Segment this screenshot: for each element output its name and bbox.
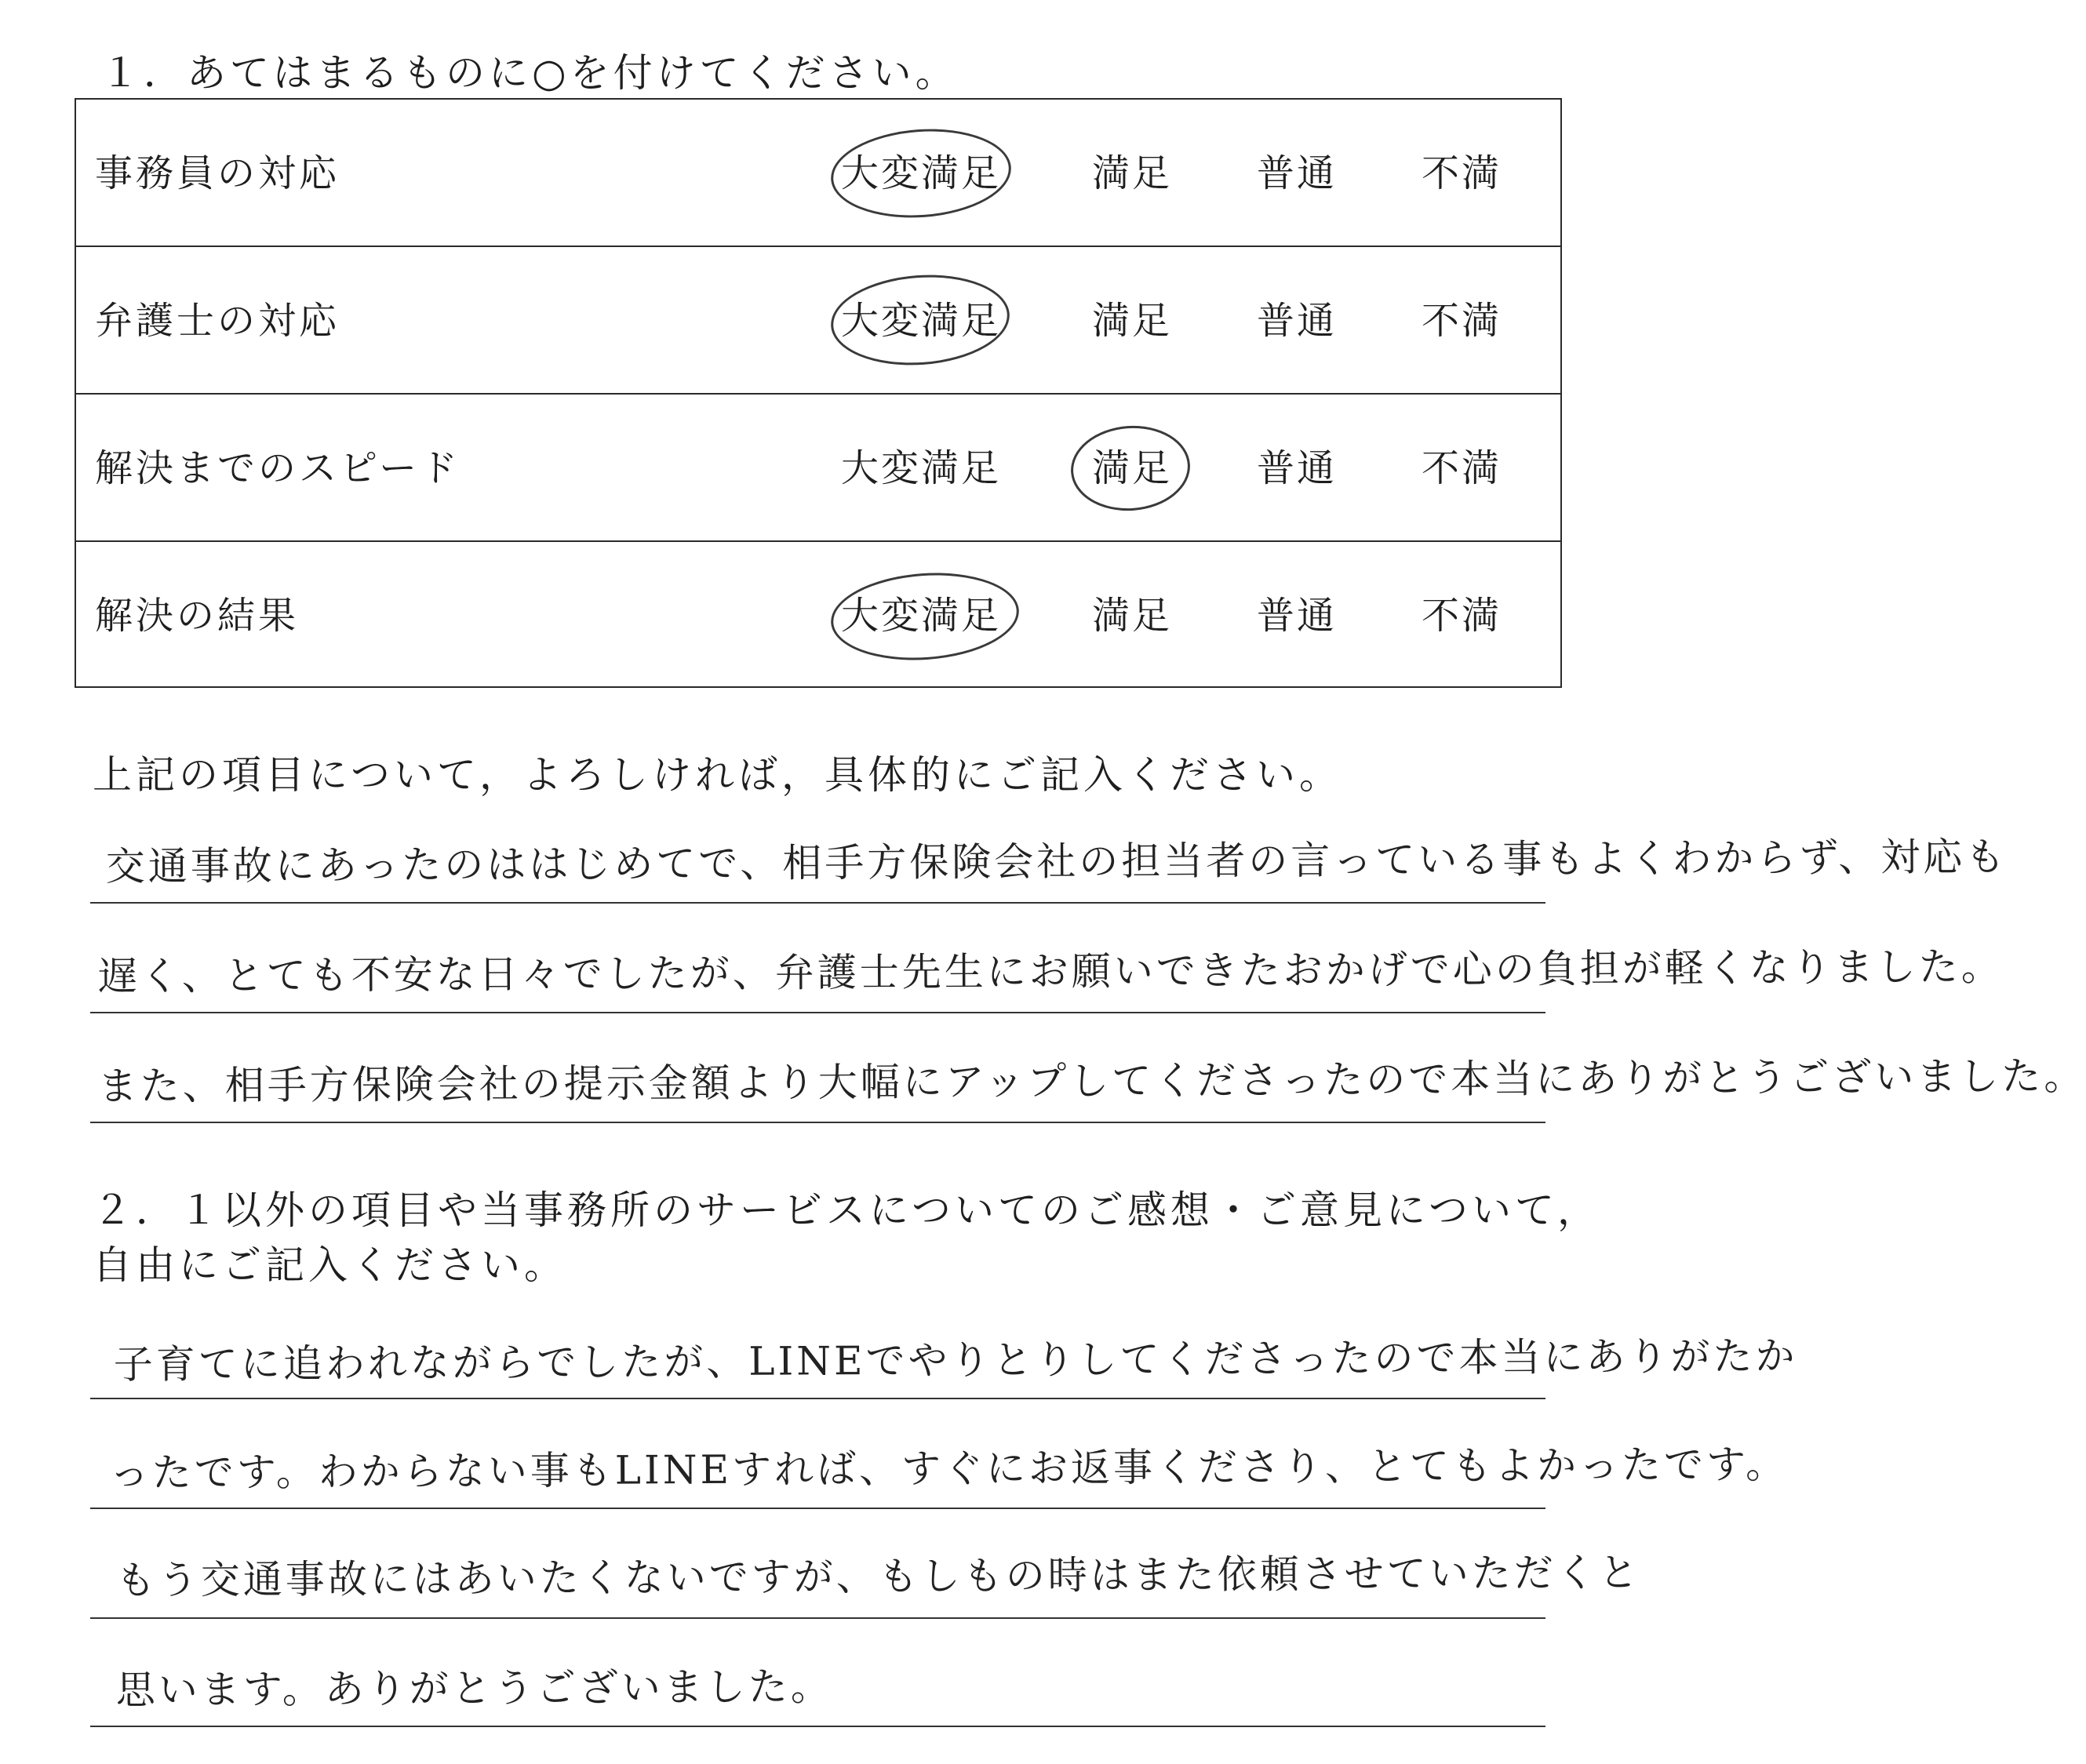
option-satisfied[interactable]: 満足 xyxy=(1092,594,1173,638)
option-dissatisfied[interactable]: 不満 xyxy=(1422,299,1502,343)
handwritten-answer-line: ったです。わからない事もLINEすれば、すぐにお返事くださり、とてもよかったです。 xyxy=(109,1441,1789,1496)
rating-row-staff xyxy=(76,100,1560,247)
option-satisfied[interactable]: 満足 xyxy=(1092,299,1173,343)
rating-row-result xyxy=(76,542,1560,689)
row-label: 事務員の対応 xyxy=(95,151,340,195)
question-2-title-continued: 自由にご記入ください。 xyxy=(93,1242,567,1288)
answer-rule-line xyxy=(90,1012,1545,1013)
option-very-satisfied[interactable]: 大変満足 xyxy=(841,446,1002,490)
question-1-prompt: 上記の項目について，よろしければ，具体的にご記入ください。 xyxy=(93,752,1342,798)
handwritten-answer-line: もう交通事故にはあいたくないですが、もしもの時はまた依頼させていただくと xyxy=(115,1549,1641,1603)
rating-row-speed xyxy=(76,395,1560,542)
row-label: 解決までのスピード xyxy=(95,446,461,490)
handwritten-answer-line: また、相手方保険会社の提示金額より大幅にアップしてくださったので本当にありがとうございました。 xyxy=(97,1053,2086,1109)
option-average[interactable]: 普通 xyxy=(1257,299,1338,343)
option-average[interactable]: 普通 xyxy=(1257,151,1338,195)
handwritten-answer-line: 遅く、とても不安な日々でしたが、弁護士先生にお願いできたおかげで心の負担が軽くなりました。 xyxy=(97,944,2004,999)
question-1-title: １．あてはまるものに○を付けてください。 xyxy=(100,50,959,96)
option-dissatisfied[interactable]: 不満 xyxy=(1422,446,1502,490)
option-very-satisfied[interactable]: 大変満足 xyxy=(841,594,1002,638)
option-dissatisfied[interactable]: 不満 xyxy=(1422,594,1502,638)
answer-rule-line xyxy=(90,1122,1545,1123)
option-satisfied[interactable]: 満足 xyxy=(1092,151,1173,195)
row-label: 弁護士の対応 xyxy=(95,299,340,343)
option-average[interactable]: 普通 xyxy=(1257,446,1338,490)
handwritten-answer-line: 思います。ありがとうございました。 xyxy=(115,1664,833,1713)
option-average[interactable]: 普通 xyxy=(1257,594,1338,638)
handwritten-answer-line: 交通事故にあったのははじめてで、相手方保険会社の担当者の言っている事もよくわからず、対応も xyxy=(105,834,2008,889)
question-2-title: ２．１以外の項目や当事務所のサービスについてのご感想・ご意見について， xyxy=(93,1188,1600,1233)
option-very-satisfied[interactable]: 大変満足 xyxy=(841,151,1002,195)
answer-rule-line xyxy=(90,1508,1545,1509)
option-satisfied[interactable]: 満足 xyxy=(1092,446,1173,490)
answer-rule-line xyxy=(90,902,1545,904)
handwritten-answer-line: 子育てに追われながらでしたが、LINEでやりとりしてくださったので本当にありがたか xyxy=(113,1333,1798,1388)
row-label: 解決の結果 xyxy=(95,594,300,638)
answer-rule-line xyxy=(90,1726,1545,1727)
answer-rule-line xyxy=(90,1617,1545,1619)
option-dissatisfied[interactable]: 不満 xyxy=(1422,151,1502,195)
answer-rule-line xyxy=(90,1398,1545,1399)
option-very-satisfied[interactable]: 大変満足 xyxy=(841,299,1002,343)
rating-table xyxy=(75,98,1562,688)
rating-row-lawyer xyxy=(76,247,1560,395)
